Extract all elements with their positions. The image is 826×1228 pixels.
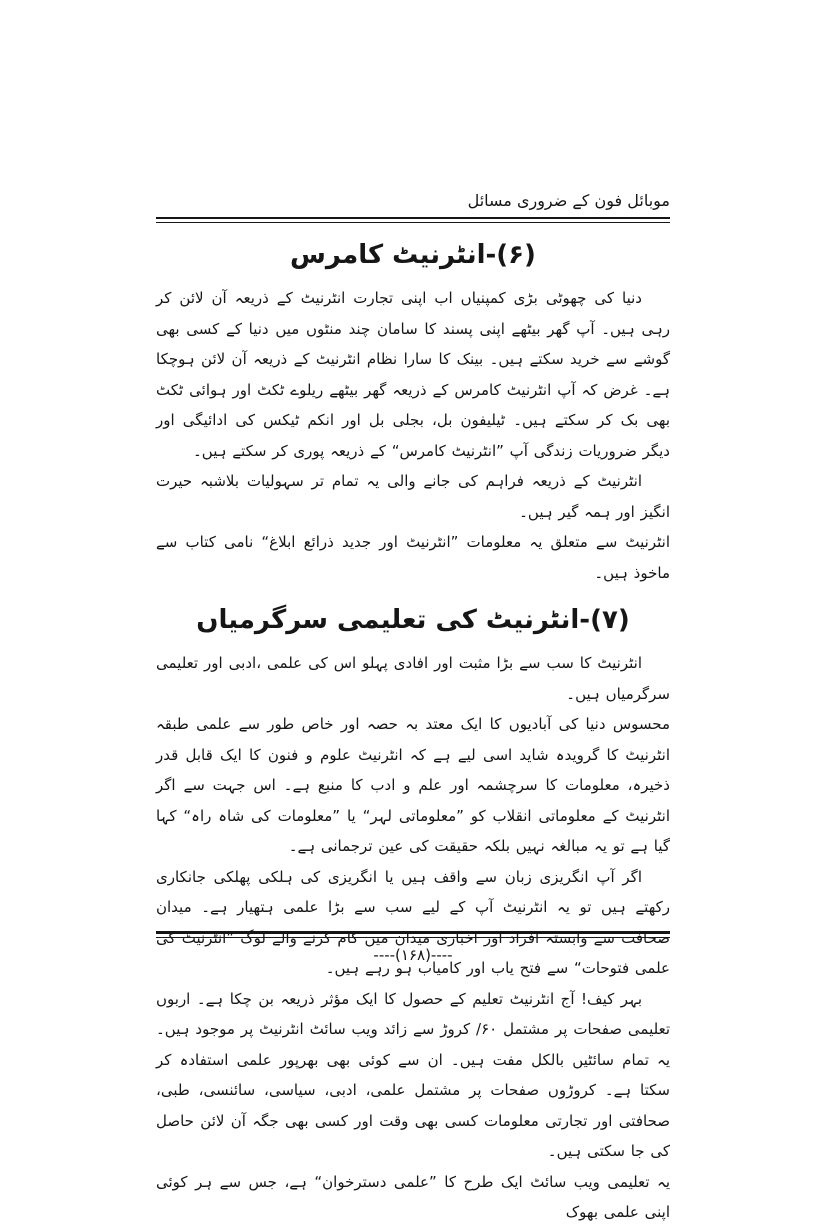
page-content — [156, 190, 670, 1228]
section-heading-internet-commerce: (۶)-انٹرنیٹ کامرس — [290, 240, 536, 270]
paragraph: انٹرنیٹ کا سب سے بڑا مثبت اور افادی پہلو اس کی علمی ،ادبی اور تعلیمی سرگرمیاں ہیں۔ — [156, 654, 670, 703]
paragraph: دنیا کی چھوٹی بڑی کمپنیاں اب اپنی تجارت انٹرنیٹ کے ذریعہ آن لائن کر رہی ہیں۔ آپ گھر بیٹھے اپنی پسند کا سامان چند منٹوں میں دنیا کے کسی بھی گوشے سے خرید سکتے ہیں۔ بینک کا سارا نظام انٹرنیٹ کے ذریعہ آن لائن ہوچکا ہے۔ غرض کہ آپ انٹرنیٹ کامرس کے ذریعہ گھر بیٹھے ریلوے ٹکٹ اور ہوائی ٹکٹ بھی بک کر سکتے ہیں۔ ٹیلیفون بل، بجلی بل اور انکم ٹیکس کی ادائیگی اور دیگر ضروریات زندگی آپ ”انٹرنیٹ کامرس“ کے ذریعہ پوری کر سکتے ہیں۔ — [156, 289, 670, 460]
header-double-rule — [156, 217, 670, 223]
page-footer — [156, 931, 670, 964]
paragraph: محسوس دنیا کی آبادیوں کا ایک معتد بہ حصہ اور خاص طور سے علمی طبقہ انٹرنیٹ کا گرویدہ شاید اسی لیے ہے کہ انٹرنیٹ علوم و فنون کا ایک قابل قدر ذخیرہ، معلومات کا سرچشمہ اور علم و ادب کا منبع ہے۔ اس جہت سے اگر انٹرنیٹ کے معلوماتی انقلاب کو ”معلوماتی لہر“ یا ”معلومات کی شاہ راہ“ کہا گیا ہے تو یہ مبالغہ نہیں بلکہ حقیقت کی عین ترجمانی ہے۔ — [156, 715, 670, 855]
running-header-title: موبائل فون کے ضروری مسائل — [467, 191, 670, 210]
paragraph: اگر آپ انگریزی زبان سے واقف ہیں یا انگریزی کی ہلکی پھلکی جانکاری رکھتے ہیں تو یہ انٹرنیٹ آپ کے لیے سب سے بڑا علمی ہتھیار ہے۔ میدان صحافت سے وابستہ افراد اور اخباری میدان میں کام کرنے والے لوگ ”انٹرنیٹ کی علمی فتوحات“ سے فتح یاب اور کامیاب ہو رہے ہیں۔ — [156, 867, 670, 977]
footer-double-rule — [156, 931, 670, 938]
paragraph: انٹرنیٹ کے ذریعہ فراہم کی جانے والی یہ تمام تر سہولیات بلاشبہ حیرت انگیز اور ہمہ گیر ہیں۔ — [156, 472, 670, 521]
paragraph: انٹرنیٹ سے متعلق یہ معلومات ”انٹرنیٹ اور جدید ذرائع ابلاغ“ نامی کتاب سے ماخوذ ہیں۔ — [156, 533, 670, 582]
paragraph: یہ تعلیمی ویب سائٹ ایک طرح کا ”علمی دسترخوان“ ہے، جس سے ہر کوئی اپنی علمی بھوک — [156, 1172, 670, 1221]
page-number: ----(۱۶۸)---- — [373, 946, 453, 964]
section-heading-internet-education: (۷)-انٹرنیٹ کی تعلیمی سرگرمیاں — [196, 605, 630, 635]
paragraph: بہر کیف! آج انٹرنیٹ تعلیم کے حصول کا ایک مؤثر ذریعہ بن چکا ہے۔ اربوں تعلیمی صفحات پر مشتمل ۶۰/ کروڑ سے زائد ویب سائٹ انٹرنیٹ پر موجود ہیں۔ یہ تمام سائٹیں بالکل مفت ہیں۔ ان سے کوئی بھی بھرپور علمی استفادہ کر سکتا ہے۔ کروڑوں صفحات پر مشتمل علمی، ادبی، سیاسی، سائنسی، طبی، صحافتی اور تجارتی معلومات کسی بھی وقت اور کسی بھی جگہ آن لائن حاصل کی جا سکتی ہیں۔ — [156, 989, 670, 1160]
